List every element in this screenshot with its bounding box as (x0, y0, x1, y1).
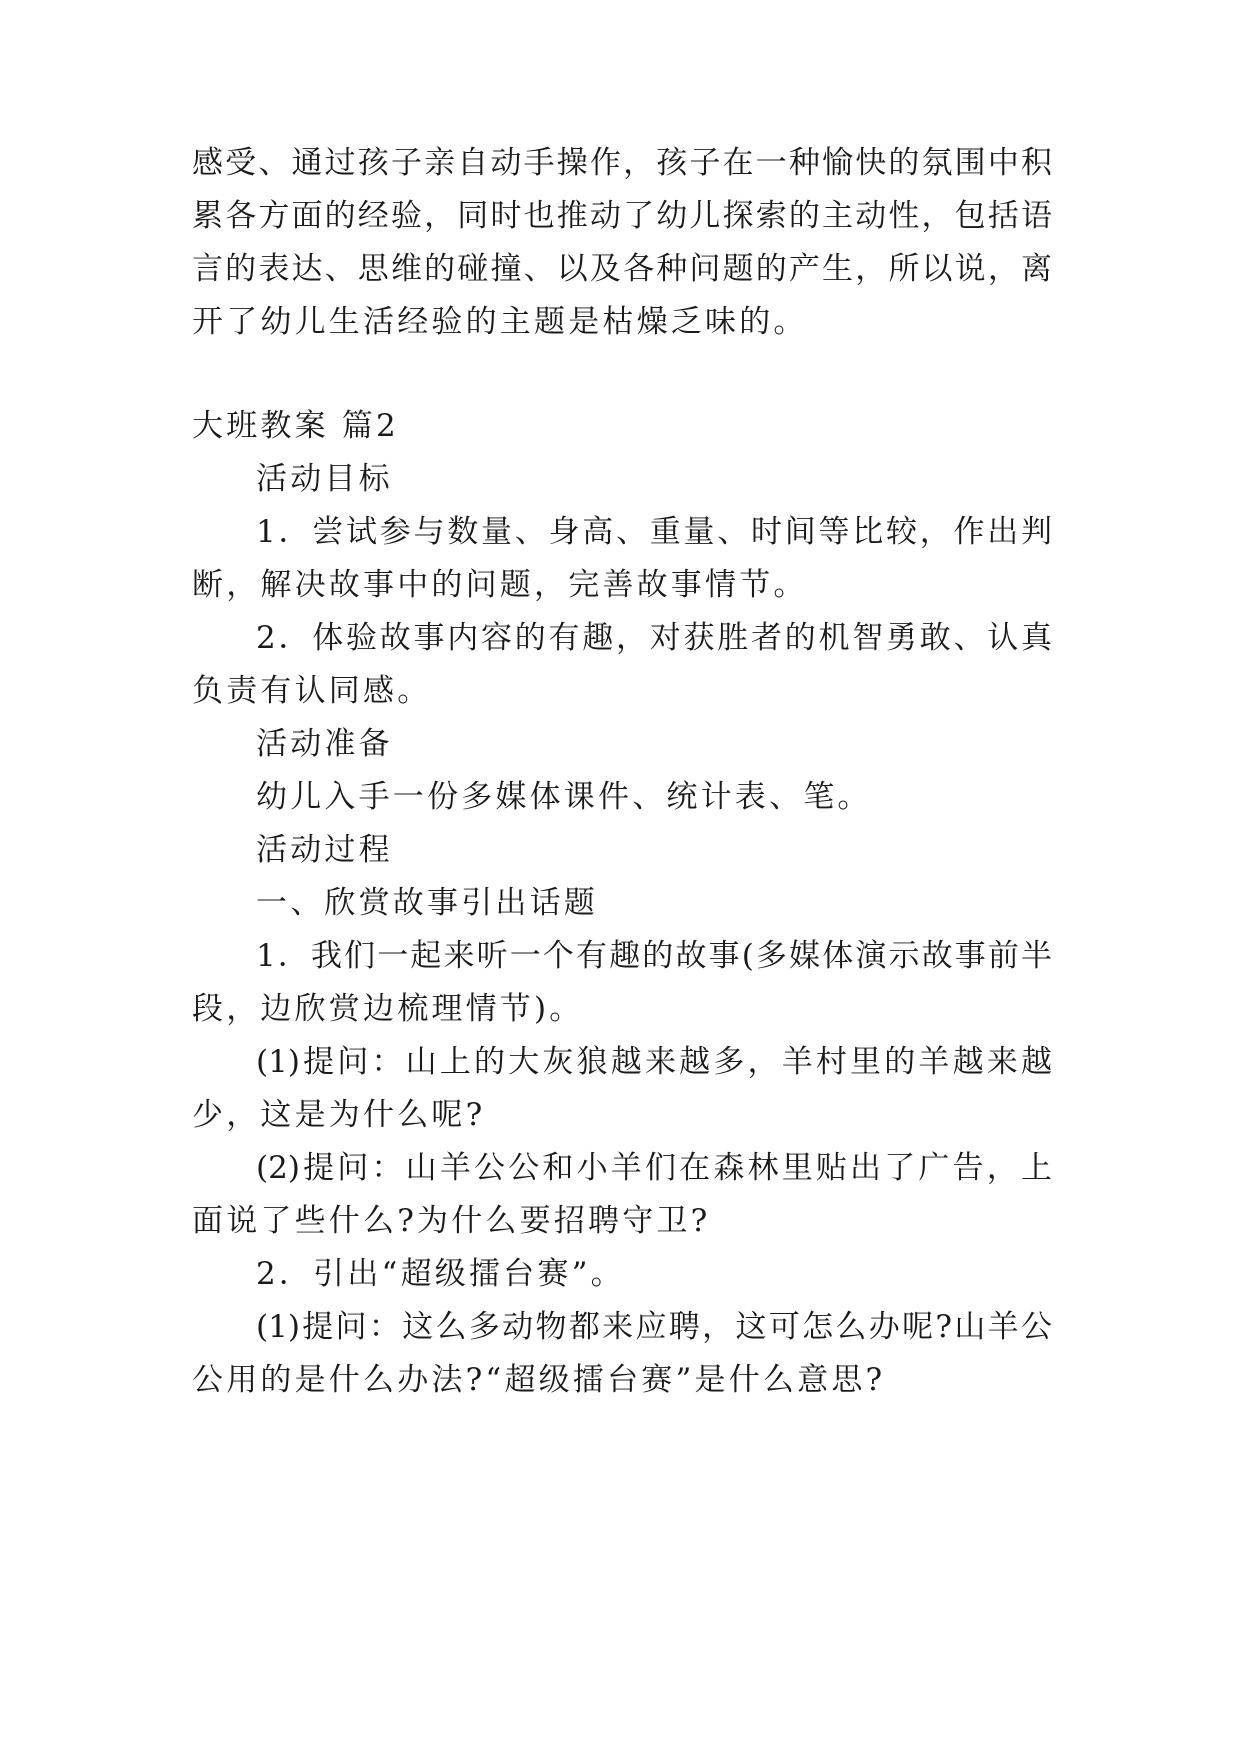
preparation-heading: 活动准备 (256, 726, 393, 762)
process-item-2: 2．引出“超级擂台赛”。 (256, 1256, 625, 1292)
process-item-1-line-2: 段，边欣赏边梳理情节)。 (192, 991, 584, 1027)
goal-2-line-1: 2．体验故事内容的有趣，对获胜者的机智勇敢、认真 (256, 620, 1052, 656)
goal-1-line-2: 断，解决故事中的问题，完善故事情节。 (192, 567, 808, 603)
question-1-line-1: (1)提问：山上的大灰狼越来越多，羊村里的羊越来越 (256, 1044, 1052, 1080)
process-heading: 活动过程 (256, 832, 393, 868)
process-step-title: 一、欣赏故事引出话题 (256, 885, 598, 921)
section-title: 大班教案 篇2 (192, 408, 399, 444)
goal-2-line-2: 负责有认同感。 (192, 673, 432, 709)
process-item-1-line-1: 1．我们一起来听一个有趣的故事(多媒体演示故事前半 (256, 938, 1052, 974)
preparation-text: 幼儿入手一份多媒体课件、统计表、笔。 (256, 779, 872, 815)
question-1-line-2: 少，这是为什么呢? (192, 1097, 486, 1133)
intro-line-4: 开了幼儿生活经验的主题是枯燥乏味的。 (192, 304, 808, 340)
question-2-line-1: (2)提问：山羊公公和小羊们在森林里贴出了广告，上 (256, 1150, 1052, 1186)
question-3-line-2: 公用的是什么办法?“超级擂台赛”是什么意思? (192, 1362, 886, 1398)
intro-line-2: 累各方面的经验，同时也推动了幼儿探索的主动性，包括语 (192, 198, 1052, 234)
intro-line-1: 感受、通过孩子亲自动手操作，孩子在一种愉快的氛围中积 (192, 145, 1052, 181)
goals-heading: 活动目标 (256, 461, 393, 497)
goal-1-line-1: 1．尝试参与数量、身高、重量、时间等比较，作出判 (256, 514, 1052, 550)
intro-line-3: 言的表达、思维的碰撞、以及各种问题的产生，所以说，离 (192, 251, 1052, 287)
question-3-line-1: (1)提问：这么多动物都来应聘，这可怎么办呢?山羊公 (256, 1309, 1052, 1345)
question-2-line-2: 面说了些什么?为什么要招聘守卫? (192, 1203, 711, 1239)
